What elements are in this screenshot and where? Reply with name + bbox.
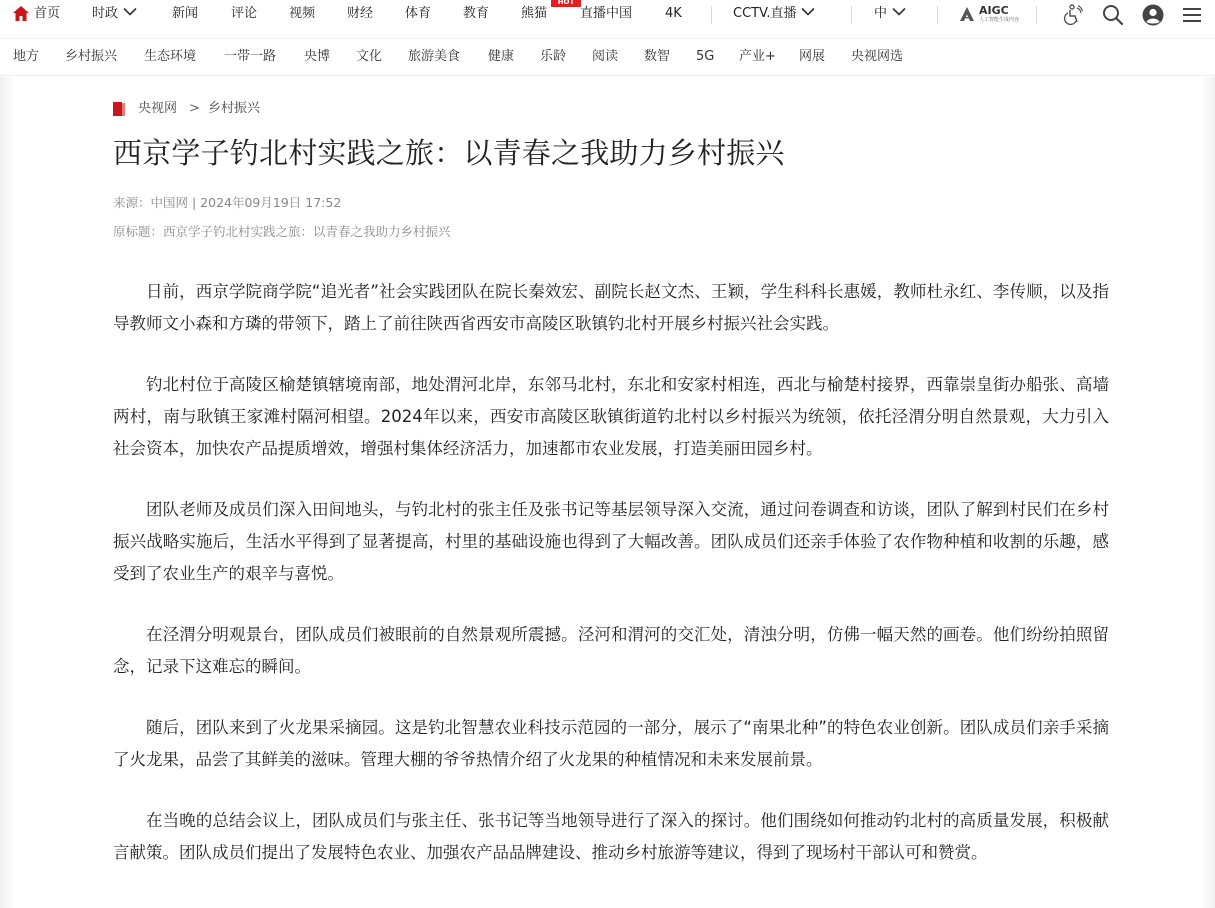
article-paragraph: 在当晚的总结会议上，团队成员们与张主任、张书记等当地领导进行了深入的探讨。他们围绕如何推动钓北村的高质量发展，积极献言献策。团队成员们提出了发展特色农业、加强农产品品牌建设、推动乡村旅游等建议，得到了现场村干部认可和赞赏。 bbox=[113, 811, 1109, 862]
channel-item-selection[interactable]: 央视网选 bbox=[851, 49, 904, 64]
home-icon bbox=[13, 6, 29, 21]
channel-item-reading[interactable]: 阅读 bbox=[592, 49, 619, 64]
nav-cctv-live[interactable] bbox=[733, 0, 815, 30]
channel-item-culture[interactable]: 文化 bbox=[356, 49, 383, 64]
channel-item-yangbo[interactable]: 央博 bbox=[304, 49, 331, 64]
channel-item-ecology[interactable]: 生态环境 bbox=[144, 49, 197, 64]
divider bbox=[711, 6, 712, 24]
user-icon[interactable] bbox=[1142, 4, 1164, 26]
top-navigation bbox=[0, 0, 1215, 30]
breadcrumb-separator: > bbox=[189, 101, 200, 116]
chevron-down-icon bbox=[123, 7, 137, 16]
nav-item-label: 视频 bbox=[289, 6, 316, 21]
nav-item-label: 4K bbox=[665, 6, 682, 21]
channel-item-rural[interactable]: 乡村振兴 bbox=[65, 49, 118, 64]
nav-item-label: 体育 bbox=[405, 6, 432, 21]
aigc-subtitle: 人工智能生成内容 bbox=[979, 17, 1020, 23]
article-paragraph: 钓北村位于高陵区榆楚镇辖境南部，地处渭河北岸，东邻马北村，东北和安家村相连，西北与榆楚村接界，西靠崇皇街办船张、高墙两村，南与耿镇王家滩村隔河相望。2024年以来，西安市高陵区耿镇街道钓北村以乡村振兴为统领，依托泾渭分明自然景观，大力引入社会资本，加快农产品提质增效，增强村集体经济活力，加速都市农业发展，打造美丽田园乡村。 bbox=[113, 375, 1109, 458]
nav-item-sports[interactable] bbox=[405, 0, 431, 30]
channel-navigation bbox=[0, 38, 1215, 76]
channel-item-local[interactable]: 地方 bbox=[13, 49, 40, 64]
nav-item-finance[interactable] bbox=[347, 0, 373, 30]
aigc-title: AIGC bbox=[979, 4, 1009, 17]
nav-item-live-china[interactable] bbox=[580, 0, 632, 30]
nav-item-news[interactable] bbox=[172, 0, 198, 30]
language-select[interactable] bbox=[874, 0, 906, 30]
search-icon[interactable] bbox=[1102, 4, 1124, 26]
nav-home-label: 首页 bbox=[34, 6, 61, 21]
nav-cctv-live-label: CCTV.直播 bbox=[733, 6, 797, 21]
nav-item-label: 熊猫 bbox=[521, 6, 548, 21]
nav-item-label: 新闻 bbox=[172, 6, 199, 21]
aigc-link[interactable] bbox=[958, 4, 1020, 26]
divider bbox=[937, 6, 938, 24]
page-edge-shadow bbox=[1201, 77, 1215, 908]
nav-item-comment[interactable] bbox=[231, 0, 257, 30]
divider bbox=[851, 6, 852, 24]
channel-item-belt-road[interactable]: 一带一路 bbox=[224, 49, 277, 64]
channel-item-industry[interactable]: 产业+ bbox=[739, 49, 776, 64]
menu-icon[interactable] bbox=[1181, 4, 1203, 26]
channel-item-health[interactable]: 健康 bbox=[488, 49, 515, 64]
nav-item-politics[interactable] bbox=[92, 0, 137, 30]
nav-item-panda[interactable] bbox=[521, 0, 547, 30]
channel-item-travel-food[interactable]: 旅游美食 bbox=[408, 49, 461, 64]
breadcrumb-section-link[interactable]: 乡村振兴 bbox=[208, 101, 261, 116]
article-original-title: 原标题：西京学子钓北村实践之旅：以青春之我助力乡村振兴 bbox=[113, 224, 451, 239]
article-source: 来源：中国网 | 2024年09月19日 17:52 bbox=[113, 195, 342, 210]
channel-item-exhibition[interactable]: 网展 bbox=[799, 49, 826, 64]
accessibility-icon[interactable] bbox=[1061, 4, 1083, 26]
breadcrumb-site-link[interactable]: 央视网 bbox=[138, 101, 178, 116]
article-paragraph: 团队老师及成员们深入田间地头，与钓北村的张主任及张书记等基层领导深入交流，通过问卷调查和访谈，团队了解到村民们在乡村振兴战略实施后，生活水平得到了显著提高，村里的基础设施也得到了大幅改善。团队成员们还亲手体验了农作物种植和收割的乐趣，感受到了农业生产的艰辛与喜悦。 bbox=[113, 500, 1109, 583]
article-paragraph: 在泾渭分明观景台，团队成员们被眼前的自然景观所震撼。泾河和渭河的交汇处，清浊分明，仿佛一幅天然的画卷。他们纷纷拍照留念，记录下这难忘的瞬间。 bbox=[113, 625, 1109, 676]
nav-item-education[interactable] bbox=[463, 0, 489, 30]
nav-item-4k[interactable] bbox=[665, 0, 682, 30]
article-paragraph: 随后，团队来到了火龙果采摘园。这是钓北智慧农业科技示范园的一部分，展示了“南果北种”的特色农业创新。团队成员们亲手采摘了火龙果，品尝了其鲜美的滋味。管理大棚的爷爷热情介绍了火龙果的种植情况和未来发展前景。 bbox=[113, 718, 1109, 769]
chevron-down-icon bbox=[892, 7, 906, 16]
page-edge-shadow bbox=[0, 77, 14, 908]
nav-item-video[interactable] bbox=[289, 0, 315, 30]
nav-item-label: 财经 bbox=[347, 6, 374, 21]
language-label: 中 bbox=[874, 6, 888, 21]
channel-item-5g[interactable]: 5G bbox=[696, 49, 715, 64]
channel-item-digital[interactable]: 数智 bbox=[644, 49, 671, 64]
book-icon bbox=[113, 102, 125, 116]
channel-item-senior[interactable]: 乐龄 bbox=[540, 49, 567, 64]
article-title: 西京学子钓北村实践之旅：以青春之我助力乡村振兴 bbox=[113, 136, 785, 170]
nav-item-label: 直播中国 bbox=[580, 6, 633, 21]
chevron-down-icon bbox=[801, 7, 815, 16]
divider bbox=[1036, 6, 1037, 24]
article-paragraph: 日前，西京学院商学院“追光者”社会实践团队在院长秦效宏、副院长赵文杰、王颖，学生科科长惠媛，教师杜永红、李传顺，以及指导教师文小森和方璘的带领下，踏上了前往陕西省西安市高陵区耿镇钓北村开展乡村振兴社会实践。 bbox=[113, 282, 1109, 333]
article-body bbox=[113, 276, 1109, 898]
nav-item-label: 评论 bbox=[231, 6, 258, 21]
nav-item-label: 时政 bbox=[92, 6, 119, 21]
aigc-logo-icon bbox=[958, 6, 976, 22]
hot-badge: HOT bbox=[551, 0, 581, 7]
nav-item-label: 教育 bbox=[463, 6, 490, 21]
